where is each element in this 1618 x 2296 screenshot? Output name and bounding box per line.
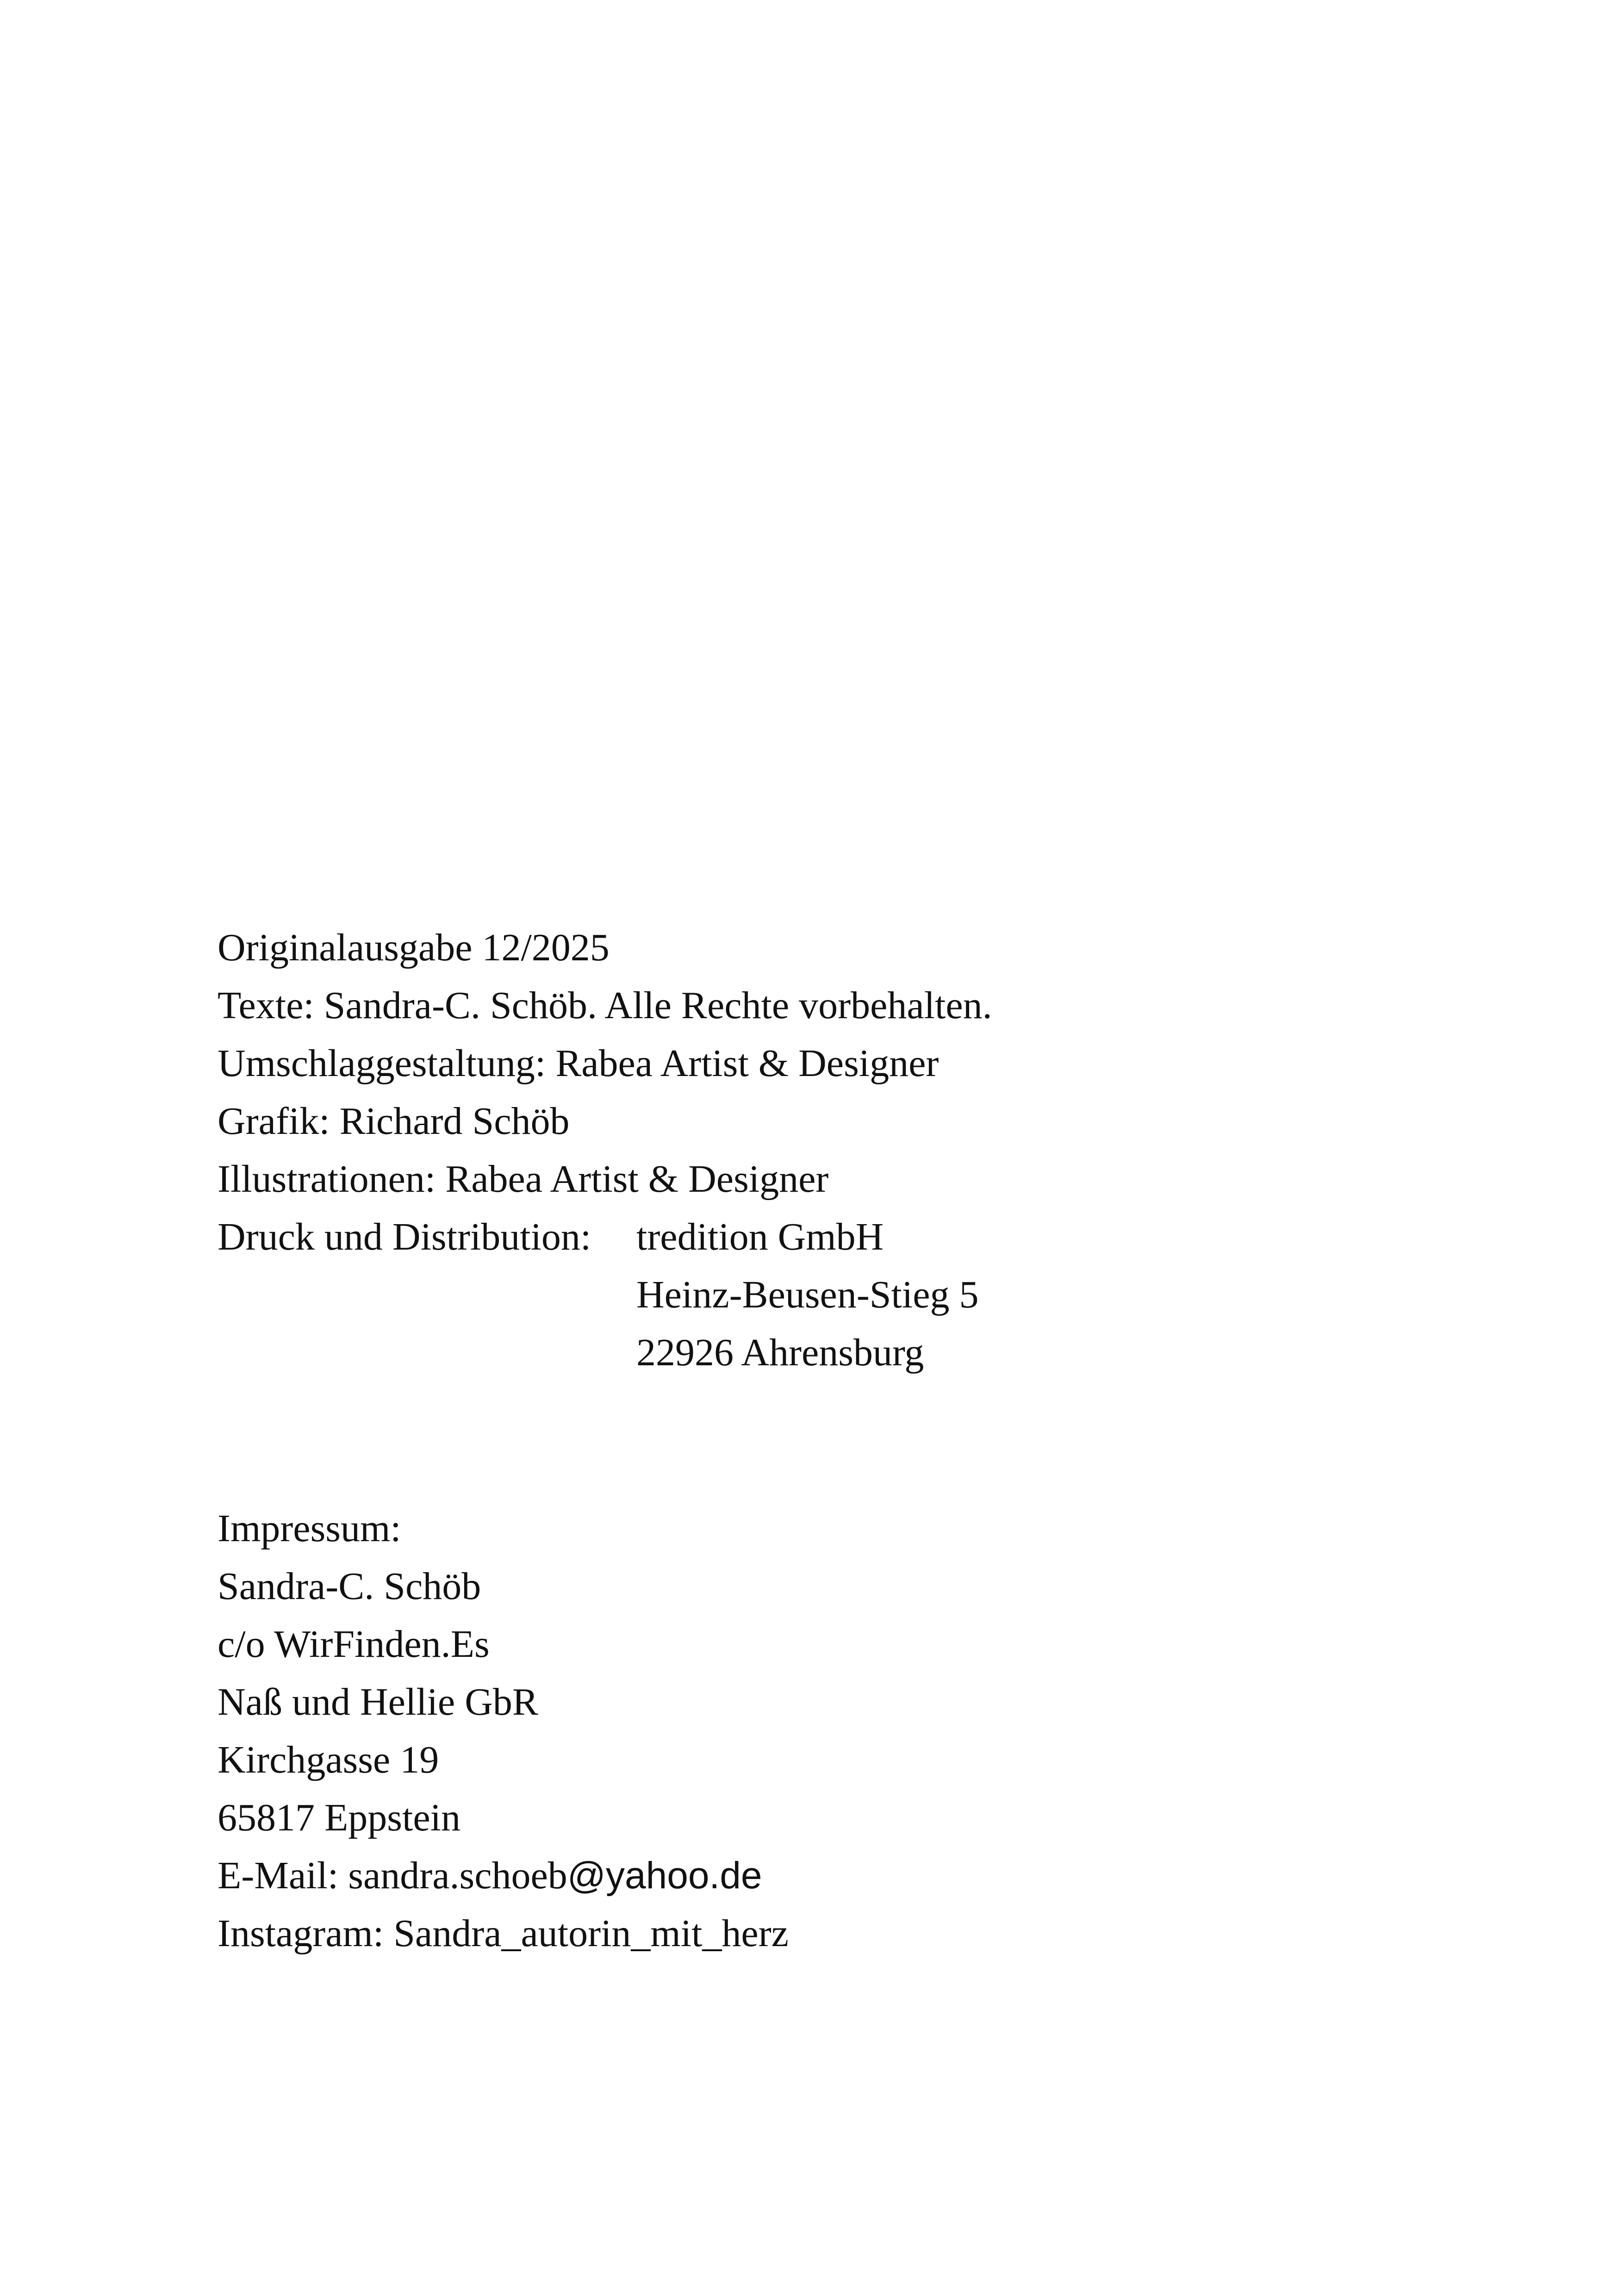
- impressum-email: [218, 1847, 789, 1904]
- distribution-street: Heinz-Beusen-Stieg 5: [636, 1273, 979, 1316]
- impressum-instagram: Instagram: Sandra_autorin_mit_herz: [218, 1912, 789, 1955]
- email-domain: yahoo.de: [606, 1854, 762, 1897]
- distribution-label: Druck und Distribution:: [218, 1215, 591, 1258]
- cover-design-credit: Umschlaggestaltung: Rabea Artist & Designer: [218, 1042, 939, 1085]
- credits-block: [218, 919, 992, 1381]
- distribution-address: [636, 1208, 978, 1381]
- impressum-street: Kirchgasse 19: [218, 1738, 439, 1781]
- impressum-heading: Impressum:: [218, 1507, 401, 1550]
- impressum-block: [218, 1500, 789, 1962]
- graphics-credit: Grafik: Richard Schöb: [218, 1100, 570, 1143]
- email-prefix: E-Mail: sandra.schoeb: [218, 1854, 567, 1897]
- distribution-row: [218, 1208, 992, 1381]
- impressum-city: 65817 Eppstein: [218, 1796, 461, 1839]
- impressum-company: Naß und Hellie GbR: [218, 1680, 538, 1724]
- impressum-care-of: c/o WirFinden.Es: [218, 1623, 490, 1666]
- texts-credit: Texte: Sandra-C. Schöb. Alle Rechte vorbehalten.: [218, 984, 992, 1027]
- distribution-city: 22926 Ahrensburg: [636, 1331, 924, 1374]
- email-at: @: [567, 1854, 606, 1897]
- illustrations-credit: Illustrationen: Rabea Artist & Designer: [218, 1157, 829, 1201]
- distribution-company: tredition GmbH: [636, 1215, 884, 1258]
- edition-line: Originalausgabe 12/2025: [218, 926, 610, 969]
- impressum-name: Sandra-C. Schöb: [218, 1565, 481, 1608]
